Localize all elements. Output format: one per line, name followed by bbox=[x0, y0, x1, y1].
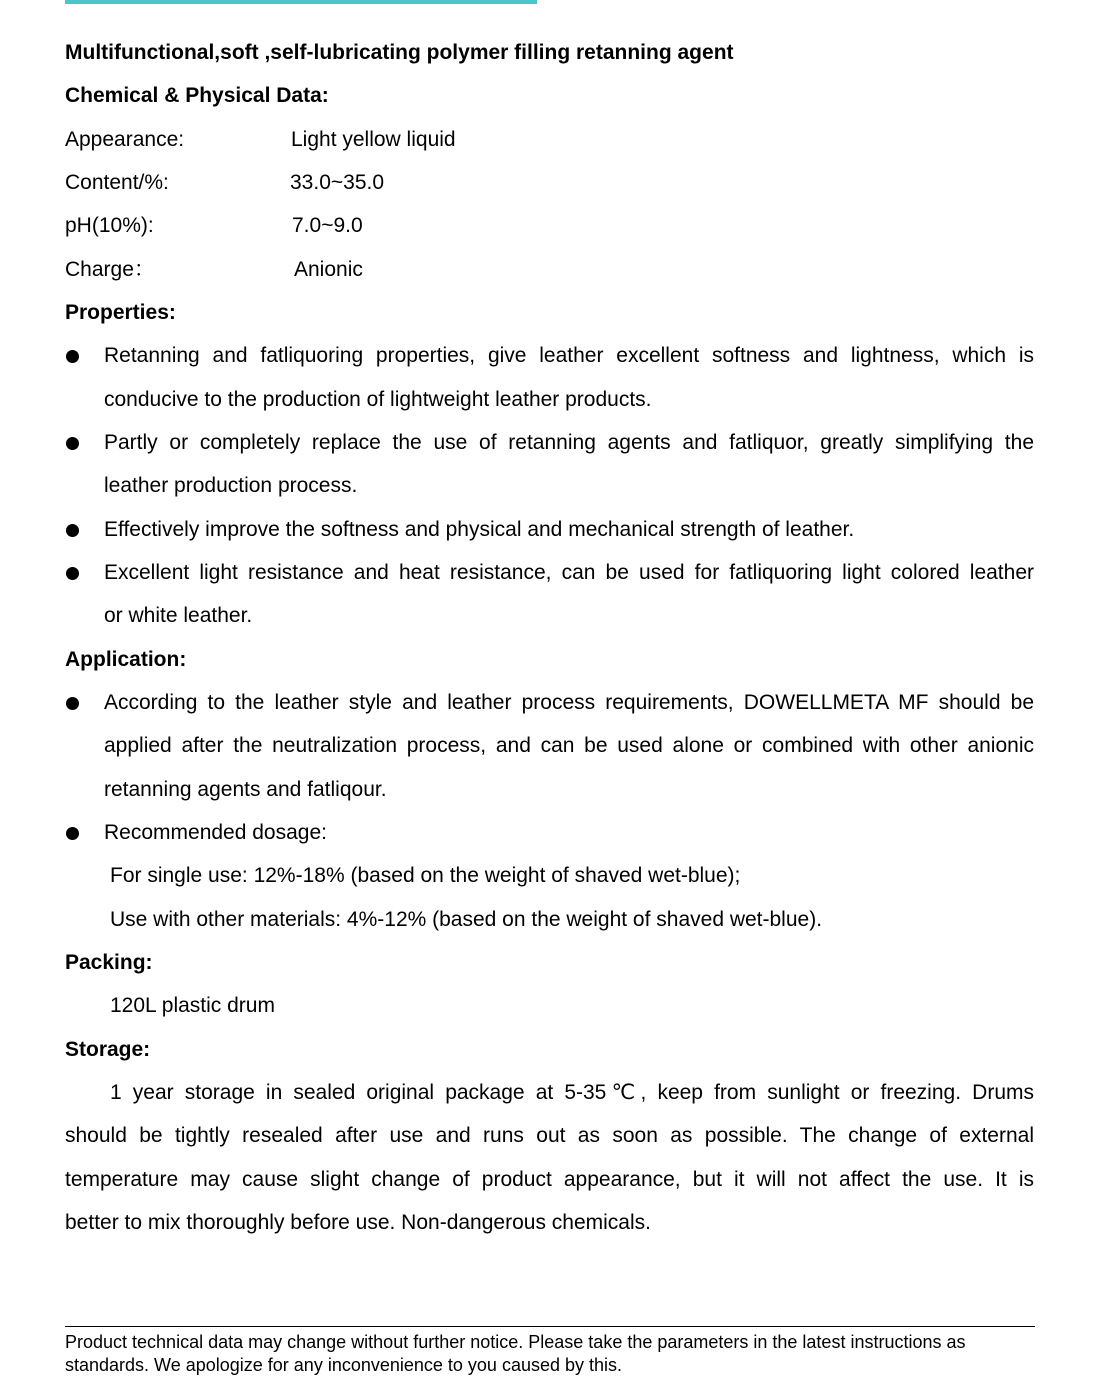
ph-value: 7.0~9.0 bbox=[292, 214, 363, 237]
packing-heading: Packing: bbox=[65, 951, 153, 974]
content-value: 33.0~35.0 bbox=[290, 171, 385, 194]
property-2-line-1: Partly or completely replace the use of retanning agents and fatliquor, greatly simplifying the bbox=[104, 431, 1034, 454]
property-4-line-2: or white leather. bbox=[104, 604, 253, 627]
footer-line-1: Product technical data may change without further notice. Please take the parameters in the latest instructions as bbox=[65, 1332, 966, 1352]
property-2-line-2: leather production process. bbox=[104, 474, 358, 497]
application-1-line-1: According to the leather style and leather process requirements, DOWELLMETA MF should be bbox=[104, 691, 1034, 714]
property-1-line-1: Retanning and fatliquoring properties, give leather excellent softness and lightness, which is bbox=[104, 344, 1034, 367]
content-label: Content/%: bbox=[65, 171, 169, 194]
storage-heading: Storage: bbox=[65, 1038, 151, 1061]
bullet-icon bbox=[66, 567, 79, 580]
bullet-icon bbox=[66, 827, 79, 840]
footer-line-2: standards. We apologize for any inconvenience to you caused by this. bbox=[65, 1355, 623, 1375]
appearance-value: Light yellow liquid bbox=[291, 128, 456, 151]
storage-line-2: should be tightly resealed after use and runs out as soon as possible. The change of external bbox=[65, 1124, 1034, 1147]
footer-divider bbox=[65, 1326, 1035, 1327]
charge-value: Anionic bbox=[294, 258, 363, 281]
dosage-with-other-materials: Use with other materials: 4%-12% (based on the weight of shaved wet-blue). bbox=[110, 908, 823, 931]
property-1-line-2: conducive to the production of lightweight leather products. bbox=[104, 388, 652, 411]
properties-heading: Properties: bbox=[65, 301, 176, 324]
charge-label: Charge： bbox=[65, 258, 155, 281]
top-accent-bar bbox=[65, 0, 537, 4]
ph-label: pH(10%): bbox=[65, 214, 154, 237]
property-3-line-1: Effectively improve the softness and physical and mechanical strength of leather. bbox=[104, 518, 855, 541]
packing-text: 120L plastic drum bbox=[110, 994, 275, 1017]
application-1-line-3: retanning agents and fatliqour. bbox=[104, 778, 387, 801]
document-title: Multifunctional,soft ,self-lubricating polymer filling retanning agent bbox=[65, 41, 734, 64]
bullet-icon bbox=[66, 697, 79, 710]
bullet-icon bbox=[66, 350, 79, 363]
chemical-data-heading: Chemical & Physical Data: bbox=[65, 84, 329, 107]
bullet-icon bbox=[66, 437, 79, 450]
storage-line-1: 1 year storage in sealed original package at 5-35℃, keep from sunlight or freezing. Drums bbox=[110, 1081, 1034, 1104]
dosage-single-use: For single use: 12%-18% (based on the weight of shaved wet-blue); bbox=[110, 864, 741, 887]
property-4-line-1: Excellent light resistance and heat resistance, can be used for fatliquoring light colored leather bbox=[104, 561, 1034, 584]
storage-line-4: better to mix thoroughly before use. Non-dangerous chemicals. bbox=[65, 1211, 651, 1234]
bullet-icon bbox=[66, 524, 79, 537]
application-heading: Application: bbox=[65, 648, 187, 671]
appearance-label: Appearance: bbox=[65, 128, 185, 151]
application-2-line-1: Recommended dosage: bbox=[104, 821, 327, 844]
storage-line-3: temperature may cause slight change of product appearance, but it will not affect the use. It is bbox=[65, 1168, 1034, 1191]
application-1-line-2: applied after the neutralization process, and can be used alone or combined with other anionic bbox=[104, 734, 1034, 757]
